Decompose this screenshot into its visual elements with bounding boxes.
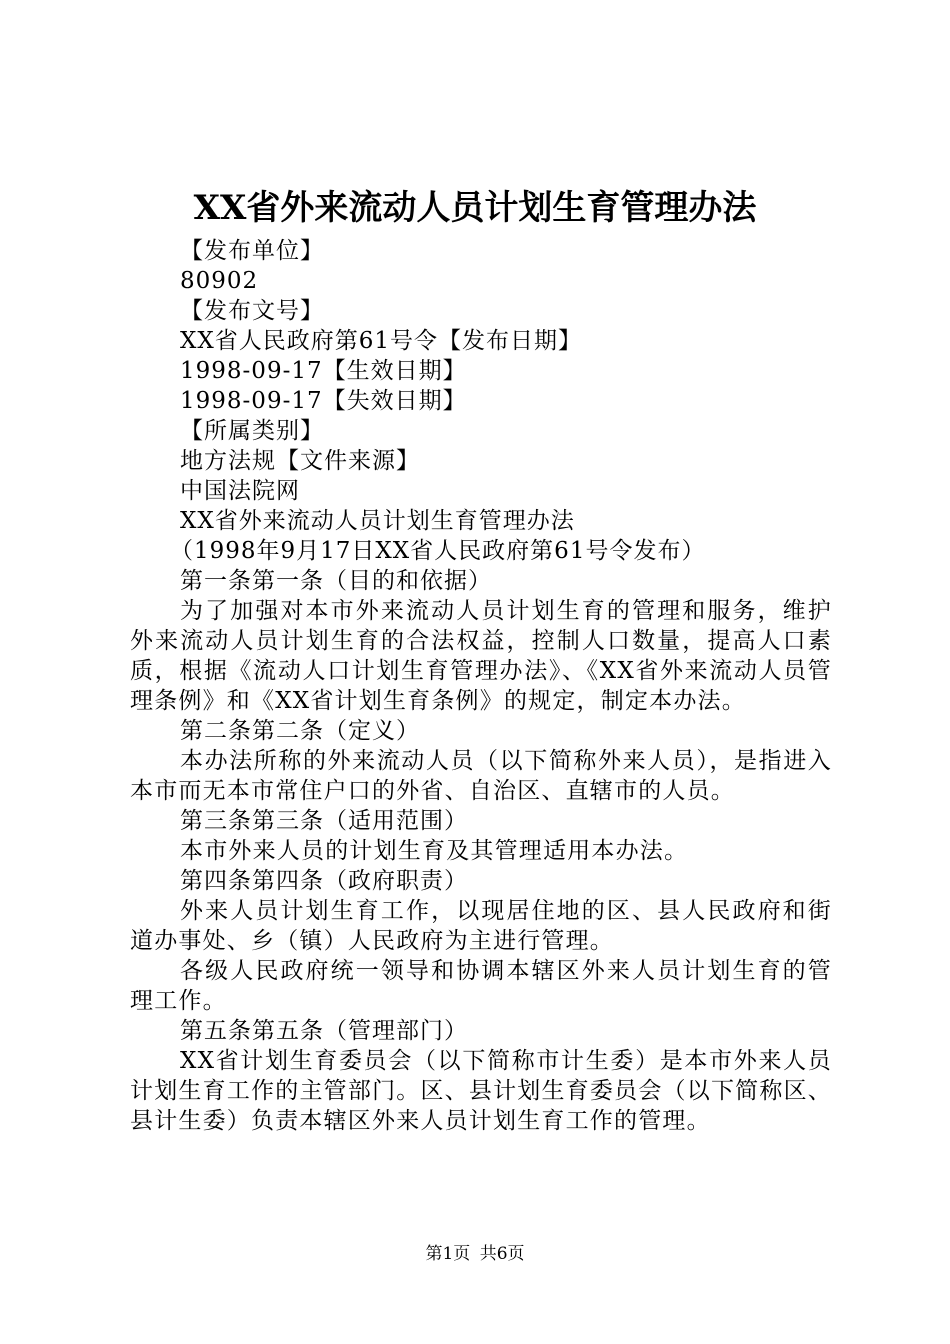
meta-line: 【所属类别】 bbox=[180, 418, 324, 444]
meta-line: （1998年9月17日XX省人民政府第61号令发布） bbox=[170, 538, 706, 564]
article-heading: 第五条第五条（管理部门） bbox=[180, 1018, 468, 1044]
meta-line: 中国法院网 bbox=[180, 478, 300, 504]
meta-line: 1998-09-17【生效日期】 bbox=[180, 358, 467, 384]
article-heading: 第三条第三条（适用范围） bbox=[180, 808, 468, 834]
page-total: 共6页 bbox=[479, 1244, 525, 1264]
article-paragraph: XX省计划生育委员会（以下简称市计生委）是本市外来人员计划生育工作的主管部门。区、县计划生育委员会（以下简称区、县计生委）负责本辖区外来人员计划生育工作的管理。 bbox=[130, 1048, 832, 1134]
meta-line: XX省人民政府第61号令【发布日期】 bbox=[180, 328, 583, 354]
meta-line: 地方法规【文件来源】 bbox=[180, 448, 420, 474]
article-heading: 第一条第一条（目的和依据） bbox=[180, 568, 492, 594]
page-footer bbox=[0, 1242, 950, 1266]
article-paragraph: 外来人员计划生育工作，以现居住地的区、县人民政府和街道办事处、乡（镇）人民政府为主进行管理。 bbox=[130, 898, 832, 954]
meta-line: 【发布单位】 bbox=[180, 238, 324, 264]
article-heading: 第二条第二条（定义） bbox=[180, 718, 420, 744]
meta-line: 80902 bbox=[180, 268, 259, 294]
document-body bbox=[130, 236, 832, 1136]
page-number: 第1页 bbox=[425, 1244, 471, 1264]
article-heading: 第四条第四条（政府职责） bbox=[180, 868, 468, 894]
article-paragraph: 各级人民政府统一领导和协调本辖区外来人员计划生育的管理工作。 bbox=[130, 958, 832, 1014]
article-paragraph: 本市外来人员的计划生育及其管理适用本办法。 bbox=[180, 838, 689, 864]
meta-line: 【发布文号】 bbox=[180, 298, 324, 324]
meta-line: XX省外来流动人员计划生育管理办法 bbox=[180, 508, 575, 534]
document-title: XX省外来流动人员计划生育管理办法 bbox=[193, 188, 757, 228]
article-paragraph: 为了加强对本市外来流动人员计划生育的管理和服务，维护外来流动人员计划生育的合法权益，控制人口数量，提高人口素质，根据《流动人口计划生育管理办法》、《XX省外来流动人员管理条例》和《XX省计划生育条例》的规定，制定本办法。 bbox=[130, 598, 832, 714]
article-paragraph: 本办法所称的外来流动人员（以下简称外来人员），是指进入本市而无本市常住户口的外省、自治区、直辖市的人员。 bbox=[130, 748, 832, 804]
meta-line: 1998-09-17【失效日期】 bbox=[180, 388, 467, 414]
